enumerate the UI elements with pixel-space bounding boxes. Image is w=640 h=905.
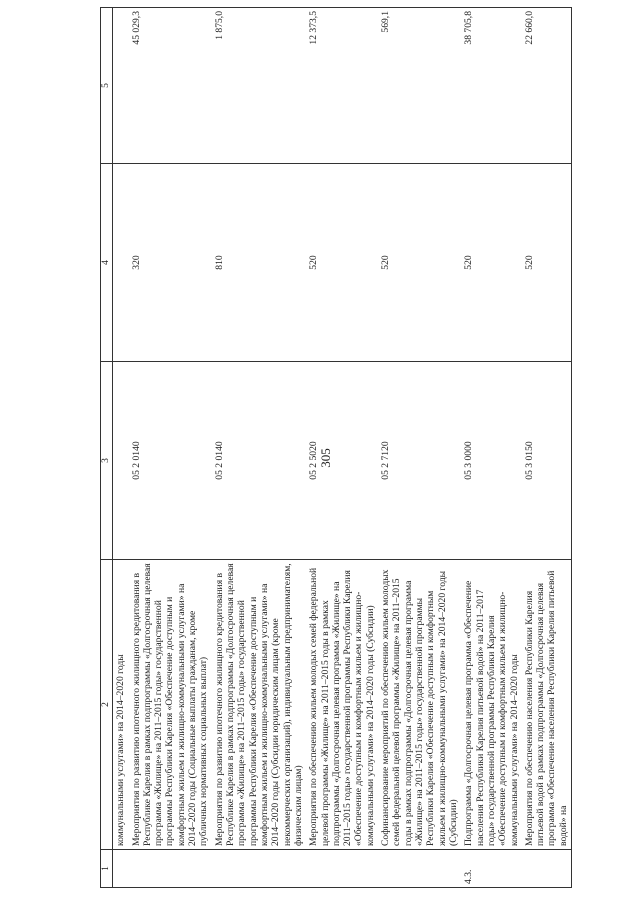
row-target-code	[113, 362, 129, 560]
page-number: 305	[317, 448, 333, 468]
row-expense-kind: 320	[129, 164, 212, 362]
table-row	[113, 8, 129, 888]
row-description: Мероприятия по развитию ипотечного жилищного кредитования в Республике Карелия в рамках подпрограммы «Долгосрочная целевая программа «Жилище» на 2011–2015 годы» государственной программы Республики Карелия «Обеспечение доступным и комфортным жильем и жилищно-коммунальными услугами» на 2014–2020 годы (Субсидии юридическим лицам (кроме некоммерческих организаций), индивидуальным предпринимателям, физическим лицам)	[212, 560, 307, 850]
row-expense-kind: 520	[461, 164, 522, 362]
budget-table	[100, 7, 572, 888]
column-header: 4	[101, 164, 113, 362]
row-target-code: 05 3 0000	[461, 362, 522, 560]
row-description: Подпрограмма «Долгосрочная целевая программа «Обеспечение населения Республики Карелия питьевой водой» на 2011–2017 годы» государственной программы Республики Карелия «Обеспечение доступным и комфортным жильем и жилищно-коммунальными услугами» на 2014–2020 годы	[461, 560, 522, 850]
row-expense-kind: 520	[378, 164, 461, 362]
row-amount: 1 875,0	[212, 8, 307, 164]
row-number	[522, 850, 572, 888]
row-target-code: 05 2 5020	[306, 362, 378, 560]
row-amount: 22 660,0	[522, 8, 572, 164]
table-row	[461, 8, 522, 888]
row-number	[378, 850, 461, 888]
table-row	[306, 8, 378, 888]
row-number	[306, 850, 378, 888]
row-number	[113, 850, 129, 888]
row-expense-kind: 520	[306, 164, 378, 362]
row-target-code: 05 3 0150	[522, 362, 572, 560]
rotated-page-content	[100, 8, 630, 888]
row-amount: 38 705,8	[461, 8, 522, 164]
column-number-row	[101, 8, 113, 888]
row-description: коммунальными услугами» на 2014–2020 годы	[113, 560, 129, 850]
row-target-code: 05 2 0140	[129, 362, 212, 560]
row-amount: 12 373,5	[306, 8, 378, 164]
column-header: 1	[101, 850, 113, 888]
row-description: Софинансирование мероприятий по обеспечению жильем молодых семей федеральной целевой программы «Жилище» на 2011–2015 годы в рамках подпрограммы «Долгосрочная целевая программа «Жилище» на 2011–2015 годы» государственной программы Республики Карелия «Обеспечение доступным и комфортным жильем и жилищно-коммунальными услугами» на 2014–2020 годы (Субсидии)	[378, 560, 461, 850]
row-target-code: 05 2 0140	[212, 362, 307, 560]
row-number	[129, 850, 212, 888]
row-expense-kind: 520	[522, 164, 572, 362]
row-description: Мероприятия по обеспечению жильем молодых семей федеральной целевой программы «Жилище» на 2011–2015 годы в рамках подпрограммы «Долгосрочная целевая программа «Жилище» на 2011–2015 годы» государственной программы Республики Карелия «Обеспечение доступным и комфортным жильем и жилищно-коммунальными услугами» на 2014–2020 годы (Субсидии)	[306, 560, 378, 850]
column-header: 5	[101, 8, 113, 164]
table-row	[378, 8, 461, 888]
row-expense-kind: 810	[212, 164, 307, 362]
table-row	[129, 8, 212, 888]
row-expense-kind	[113, 164, 129, 362]
row-number	[212, 850, 307, 888]
column-header: 3	[101, 362, 113, 560]
column-header: 2	[101, 560, 113, 850]
row-amount	[113, 8, 129, 164]
row-number: 4.3.	[461, 850, 522, 888]
row-amount: 45 029,3	[129, 8, 212, 164]
table-row	[522, 8, 572, 888]
row-description: Мероприятия по обеспечению населения Республики Карелия питьевой водой в рамках подпрограммы «Долгосрочная целевая программа «Обеспечение населения Республики Карелия питьевой водой» на	[522, 560, 572, 850]
table-row	[212, 8, 307, 888]
row-amount: 569,1	[378, 8, 461, 164]
row-description: Мероприятия по развитию ипотечного жилищного кредитования в Республике Карелия в рамках подпрограммы «Долгосрочная целевая программа «Жилище» на 2011–2015 годы» государственной программы Республики Карелия «Обеспечение доступным и комфортным жильем и жилищно-коммунальными услугами» на 2014–2020 годы (Социальные выплаты гражданам, кроме публичных нормативных социальных выплат)	[129, 560, 212, 850]
row-target-code: 05 2 7120	[378, 362, 461, 560]
